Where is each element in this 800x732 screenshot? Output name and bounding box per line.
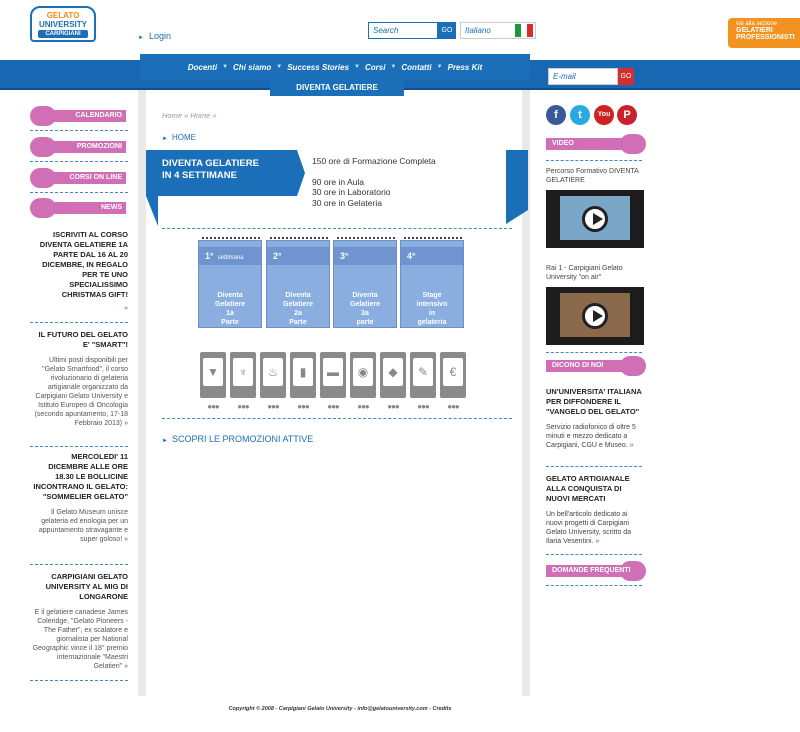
pinterest-icon[interactable]: P bbox=[617, 105, 637, 125]
tab-label: DICONO DI NOI bbox=[546, 360, 632, 372]
banner-arrow bbox=[297, 150, 305, 196]
press-body: Un bell'articolo dedicato ai nuovi progetti di Carpigiani Gelato University, scritto da Ilaria Vesentini. bbox=[546, 511, 632, 545]
divider bbox=[30, 130, 128, 131]
week-card[interactable] bbox=[333, 240, 397, 328]
video-caption[interactable]: Rai 1 - Carpigiani Gelato University "on air" bbox=[546, 265, 623, 281]
divider bbox=[30, 564, 128, 565]
tab-label: PROMOZIONI bbox=[44, 141, 126, 153]
more-link[interactable]: » bbox=[629, 442, 634, 449]
course-hours bbox=[312, 156, 436, 208]
divider bbox=[546, 554, 642, 555]
newsletter-title: Iscriviti alla newsletter bbox=[546, 54, 605, 60]
newsletter-go-button[interactable]: GO bbox=[618, 68, 634, 85]
week-desc: gelateria bbox=[417, 319, 447, 326]
tab-video[interactable] bbox=[546, 134, 646, 154]
footer-copyright: Copyright © 2008 - Carpigiani Gelato University - info@gelatouniversity.com - Credits bbox=[228, 706, 452, 712]
news-title[interactable]: IL FUTURO DEL GELATO E' "SMART"! bbox=[38, 330, 128, 349]
divider bbox=[30, 161, 128, 162]
nav-success-stories[interactable]: Success Stories bbox=[287, 62, 350, 72]
divider bbox=[30, 680, 128, 681]
hours-gelateria: 30 ore in Gelateria bbox=[312, 197, 382, 208]
newsletter-email-input[interactable]: E-mail bbox=[548, 68, 618, 85]
news-item[interactable] bbox=[30, 452, 128, 544]
video-thumbnail[interactable] bbox=[546, 287, 644, 345]
banner-fold bbox=[146, 196, 158, 226]
language-select[interactable]: Italiano bbox=[460, 22, 536, 39]
tab-label: CORSI ON LINE bbox=[44, 172, 126, 184]
nav-separator: ▼ bbox=[354, 64, 360, 70]
week-card[interactable] bbox=[400, 240, 464, 328]
tab-dicono-di-noi[interactable] bbox=[546, 356, 646, 376]
week-desc: Parte bbox=[221, 319, 239, 326]
nav-separator: ▼ bbox=[276, 64, 283, 70]
week-desc: intensivo bbox=[416, 301, 448, 308]
hours-total: 150 ore di Formazione Completa bbox=[312, 156, 436, 166]
video-caption[interactable]: Percorso Formativo DIVENTA GELATIERE bbox=[546, 168, 639, 184]
home-link[interactable] bbox=[162, 133, 196, 142]
course-banner bbox=[146, 150, 297, 196]
tab-label: NEWS bbox=[44, 202, 126, 214]
tab-label: VIDEO bbox=[546, 138, 632, 150]
ribbon-right-fold bbox=[506, 210, 528, 224]
news-item[interactable] bbox=[30, 330, 128, 428]
week-number: 1° bbox=[205, 251, 214, 261]
week-desc: in bbox=[428, 310, 436, 317]
week-desc: 3a bbox=[361, 310, 369, 317]
press-item[interactable] bbox=[546, 387, 646, 450]
news-title[interactable]: CARPIGIANI GELATO UNIVERSITY AL MIG DI LONGARONE bbox=[45, 572, 128, 601]
calendar-rings-icon bbox=[337, 237, 395, 243]
cone-swirl-icon[interactable]: ♆ ●●● bbox=[230, 352, 256, 398]
logo-line-2: UNIVERSITY bbox=[38, 20, 87, 29]
news-body: E il gelatiere canadese James Coleridge, "Gelato Pioneers - The Father", ex scalatore e giornalista per National Geographic vince il 18° premio internazionale "Maestri Gelatieri" bbox=[32, 609, 128, 670]
nav-docenti[interactable]: Docenti bbox=[187, 62, 218, 72]
promo-link[interactable] bbox=[162, 434, 313, 444]
cup-icon[interactable]: ♨ ●●● bbox=[260, 352, 286, 398]
twitter-icon[interactable]: t bbox=[570, 105, 590, 125]
week-desc: Diventa bbox=[285, 292, 311, 299]
divider bbox=[546, 585, 642, 586]
tab-calendario[interactable] bbox=[30, 106, 126, 126]
week-number: 3° bbox=[340, 251, 349, 261]
hours-aula: 90 ore in Aula bbox=[312, 176, 364, 187]
ice-cream-cone-icon[interactable]: ▼ ●●● bbox=[200, 352, 226, 398]
news-title[interactable]: MERCOLEDI' 11 DICEMBRE ALLE ORE 18.30 LE BOLLICINE INCONTRANO IL GELATO: "SOMMELIER GELATO" bbox=[33, 452, 128, 501]
news-item[interactable] bbox=[30, 230, 128, 313]
roll-cake-icon[interactable]: ▬ ●●● bbox=[320, 352, 346, 398]
calendar-rings-icon bbox=[404, 237, 462, 243]
more-link[interactable]: » bbox=[124, 663, 128, 670]
divider bbox=[546, 352, 642, 353]
divider bbox=[30, 192, 128, 193]
nav-press-kit[interactable]: Press Kit bbox=[447, 62, 483, 72]
nav-contatti[interactable]: Contatti bbox=[401, 62, 432, 72]
login-label: Login bbox=[148, 31, 171, 41]
week-desc: 2a bbox=[294, 310, 302, 317]
divider bbox=[162, 418, 512, 419]
tab-domande-frequenti[interactable] bbox=[546, 561, 646, 581]
ice-cream-bar-icon[interactable]: ◆ ●●● bbox=[380, 352, 406, 398]
week-card[interactable] bbox=[266, 240, 330, 328]
logo[interactable] bbox=[30, 6, 96, 42]
logo-line-3: CARPIGIANI bbox=[38, 30, 88, 38]
nav-separator: ▼ bbox=[222, 64, 229, 70]
week-card[interactable] bbox=[198, 240, 262, 328]
press-body: Servizio radiofonico di oltre 5 minuti e mezzo dedicato a Carpigiani, CGU e Museo. bbox=[546, 424, 636, 449]
week-desc: 1a bbox=[226, 310, 234, 317]
press-item[interactable] bbox=[546, 474, 646, 546]
week-desc: parte bbox=[356, 319, 374, 326]
more-link[interactable]: » bbox=[124, 305, 128, 312]
scoop-icon[interactable]: ✎ ●●● bbox=[410, 352, 436, 398]
play-icon[interactable] bbox=[582, 206, 608, 232]
search-go-button[interactable]: GO bbox=[438, 22, 456, 39]
login-link[interactable] bbox=[138, 31, 171, 41]
divider bbox=[162, 228, 512, 229]
video-thumbnail[interactable] bbox=[546, 190, 644, 248]
week-desc: Stage bbox=[422, 292, 442, 299]
nav-corsi[interactable]: Corsi bbox=[364, 62, 386, 72]
hours-laboratorio: 30 ore in Laboratorio bbox=[312, 187, 391, 197]
bullet-icon: ► bbox=[162, 438, 168, 444]
week-number: 4° bbox=[407, 251, 416, 261]
bullet-icon: ► bbox=[162, 136, 168, 142]
popsicle-icon[interactable]: ▮ ●●● bbox=[290, 352, 316, 398]
ribbon-right bbox=[506, 150, 528, 210]
banner-line-2: IN 4 SETTIMANE bbox=[162, 170, 237, 181]
bullet-icon: ► bbox=[138, 35, 144, 41]
tab-label: CALENDARIO bbox=[44, 110, 126, 122]
divider bbox=[30, 446, 128, 447]
play-icon[interactable] bbox=[582, 303, 608, 329]
press-title[interactable]: GELATO ARTIGIANALE ALLA CONQUISTA DI NUOVI MERCATI bbox=[546, 474, 630, 503]
nav-chi-siamo[interactable]: Chi siamo bbox=[233, 62, 272, 72]
week-desc: Gelatiere bbox=[283, 301, 313, 308]
tab-corsi-online[interactable] bbox=[30, 168, 126, 188]
divider bbox=[30, 322, 128, 323]
tab-news[interactable] bbox=[30, 198, 126, 218]
week-sub: settimana bbox=[217, 255, 244, 261]
week-desc: Diventa bbox=[217, 292, 243, 299]
week-desc: Diventa bbox=[352, 292, 378, 299]
week-number: 2° bbox=[273, 251, 282, 261]
content-frame-left bbox=[138, 90, 146, 696]
tab-promozioni[interactable] bbox=[30, 137, 126, 157]
news-body: Ultimi posti disponibili per "Gelato Smartfood", il corso rivoluzionario di gelateria artigianale organizzato da Carpigiani Gelato University e Istituto Europeo di Oncologia (secondo apuntamento, 17-18 Febbraio 2013) bbox=[34, 357, 128, 427]
more-link[interactable]: » bbox=[124, 536, 128, 543]
logo-line-1: GELATO bbox=[46, 11, 80, 20]
week-desc: Gelatiere bbox=[215, 301, 245, 308]
tab-label: DOMANDE FREQUENTI bbox=[546, 565, 632, 577]
week-desc: Parte bbox=[289, 319, 307, 326]
euro-icon[interactable]: € ●●● bbox=[440, 352, 466, 398]
nav-separator: ▼ bbox=[390, 64, 397, 70]
prof-small-label: vai alla sezione bbox=[736, 21, 778, 27]
main-nav bbox=[140, 54, 530, 80]
more-link[interactable]: » bbox=[595, 538, 600, 545]
banner-line-1: DIVENTA GELATIERE bbox=[162, 158, 259, 169]
news-title[interactable]: ISCRIVITI AL CORSO DIVENTA GELATIERE 1A PARTE DAL 16 AL 20 DICEMBRE, IN REGALO PER TE UNO SPECIALISSIMO CHRISTMAS GIFT! bbox=[39, 230, 128, 299]
news-body: Il Gelato Museum unisce gelateria ed enologia per un appuntamento stravagante e super goloso! bbox=[38, 509, 128, 543]
tub-icon[interactable]: ◉ ●●● bbox=[350, 352, 376, 398]
divider bbox=[546, 160, 642, 161]
subnav-diventa-gelatiere[interactable]: DIVENTA GELATIERE bbox=[270, 80, 404, 96]
italy-flag-icon bbox=[515, 24, 533, 37]
more-link[interactable]: » bbox=[124, 420, 128, 427]
nav-separator: ▼ bbox=[436, 64, 443, 70]
home-label: HOME bbox=[171, 133, 196, 142]
calendar-rings-icon bbox=[202, 237, 260, 243]
breadcrumb[interactable]: Home » Home » bbox=[162, 111, 217, 120]
facebook-icon[interactable]: f bbox=[546, 105, 566, 125]
prof-big-label: GELATIERI PROFESSIONISTI bbox=[736, 27, 795, 41]
week-desc: Gelatiere bbox=[350, 301, 380, 308]
news-item[interactable] bbox=[30, 572, 128, 671]
press-title[interactable]: UN'UNIVERSITA' ITALIANA PER DIFFONDERE IL "VANGELO DEL GELATO" bbox=[546, 387, 642, 416]
professionisti-button[interactable] bbox=[728, 18, 800, 48]
search-input[interactable]: Search bbox=[368, 22, 438, 39]
calendar-rings-icon bbox=[270, 237, 328, 243]
youtube-icon[interactable]: You bbox=[594, 105, 614, 125]
promo-label: SCOPRI LE PROMOZIONI ATTIVE bbox=[171, 434, 314, 444]
divider bbox=[546, 466, 642, 467]
